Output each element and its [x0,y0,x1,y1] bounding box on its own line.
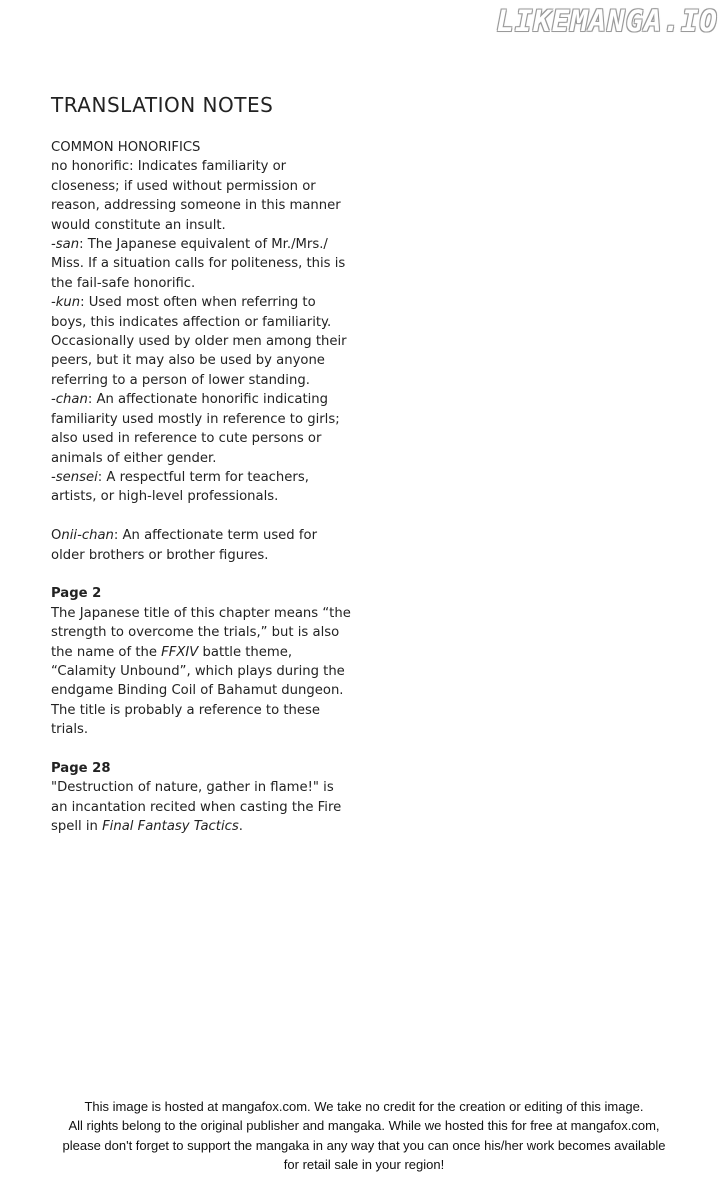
page-28-note [51,778,351,836]
page-2-heading: Page 2 [51,586,102,602]
page-28-italic: Final Fantasy Tactics [102,819,239,835]
definition-no-honorific: : Indicates familiarity or closeness; if used without permission or reason, addressing someone in this manner would constitute an insult. [51,159,341,233]
disclaimer-line-3: please don't forget to support the mangaka in any way that you can once his/her work becomes available [62,1137,666,1153]
definition-kun: : Used most often when referring to boys, this indicates affection or familiarity. Occasionally used by older men among their peers, but it may also be used by anyone referring to a person of lower standing. [51,295,347,388]
term-chan: -chan [51,392,88,408]
notes-body [51,138,351,837]
term-no-honorific: no honorific [51,159,130,175]
term-sensei: -sensei [51,469,98,485]
page-28-heading: Page 28 [51,760,111,776]
spacer [51,740,351,759]
definition-sensei: : A respectful term for teachers, artists, or high-level professionals. [51,469,309,505]
page-28-text-b: . [238,819,243,835]
page-2-note [51,604,351,740]
note-kun [51,293,351,390]
honorifics-heading: COMMON HONORIFICS [51,140,201,155]
hosting-disclaimer [0,1097,728,1175]
note-sensei [51,468,351,507]
term-san: -san [51,237,80,253]
note-san [51,235,351,293]
page-28-text-a: "Destruction of nature, gather in flame!" is an incantation recited when casting the Fire spell in [51,780,342,835]
note-no-honorific [51,157,351,235]
disclaimer-line-2: All rights belong to the original publisher and mangaka. While we hosted this for free at mangafox.com, [68,1118,660,1134]
note-onii-chan [51,526,351,565]
spacer [51,507,351,526]
site-watermark: LIKEMANGA.IO [496,4,718,38]
disclaimer-line-4: for retail sale in your region! [283,1157,445,1173]
page-2-italic: FFXIV [161,644,199,660]
definition-onii-chan: : An affectionate term used for older brothers or brother figures. [51,528,317,563]
term-onii-lead: O [51,528,62,544]
spacer [51,565,351,584]
note-chan [51,390,351,468]
page-2-text-b: battle theme, “Calamity Unbound”, which plays during the endgame Binding Coil of Bahamut dungeon. The title is probably a reference to these trials. [51,644,345,738]
page-title: TRANSLATION NOTES [51,93,274,117]
definition-chan: : An affectionate honorific indicating familiarity used mostly in reference to girls; also used in reference to cute persons or animals of either gender. [51,392,340,466]
page-2-text-a: The Japanese title of this chapter means “the strength to overcome the trials,” but is also the name of the [51,605,351,660]
disclaimer-line-1: This image is hosted at mangafox.com. We take no credit for the creation or editing of this image. [84,1099,644,1114]
definition-san: : The Japanese equivalent of Mr./Mrs./ Miss. If a situation calls for politeness, this is the fail-safe honorific. [51,237,346,291]
term-kun: -kun [51,295,81,311]
term-onii-chan: nii-chan [61,528,114,544]
